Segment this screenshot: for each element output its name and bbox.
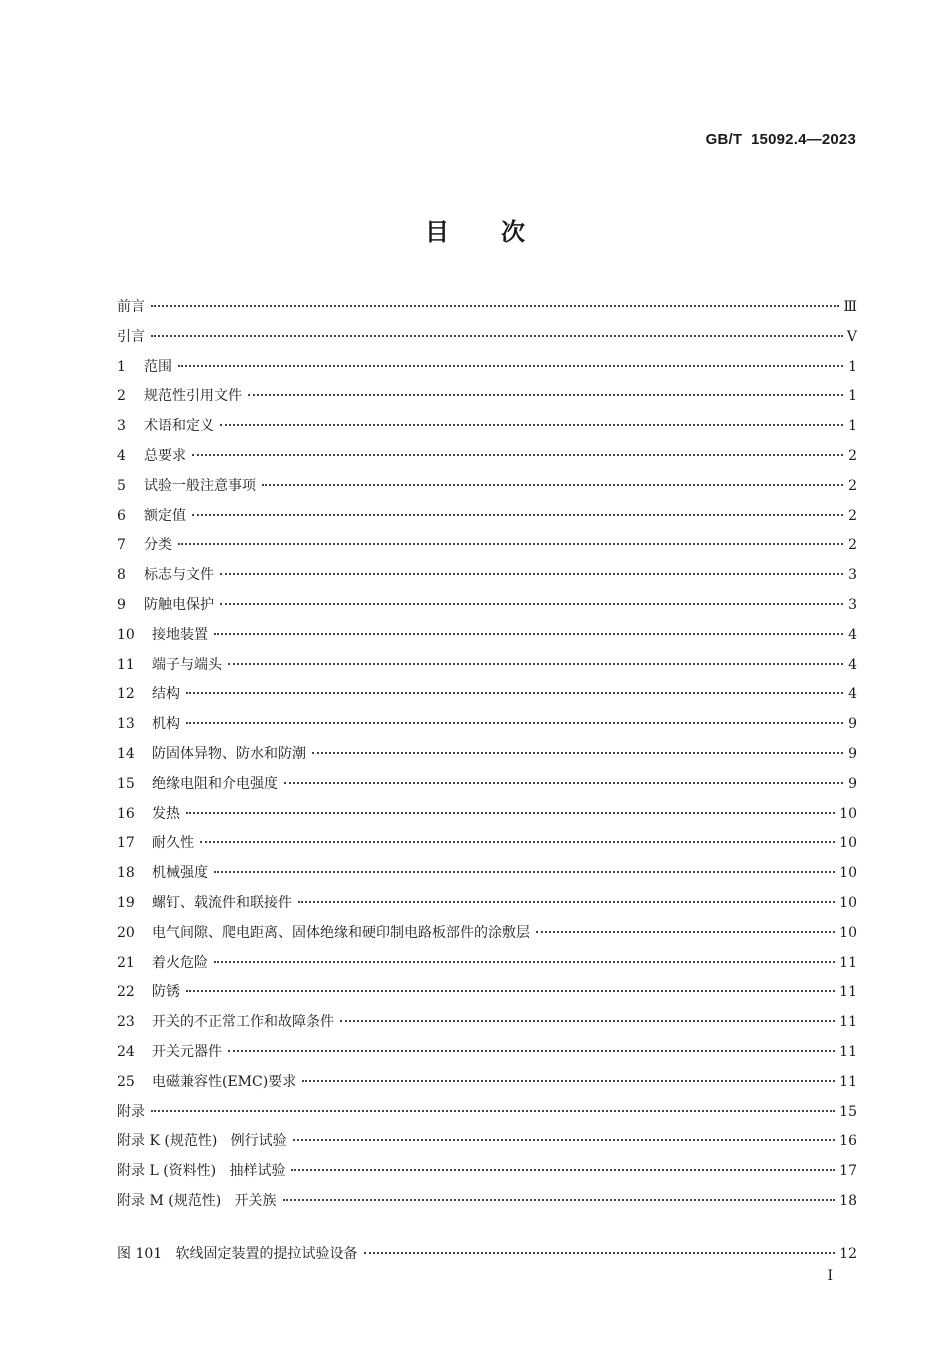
toc-entry[interactable] [117, 561, 857, 591]
toc-entry-page: 2 [848, 537, 857, 554]
toc-entry[interactable] [117, 1187, 857, 1217]
toc-entry-page: 3 [848, 596, 857, 613]
toc-entry-number: 12 [117, 686, 135, 703]
toc-entry-number: 15 [117, 775, 135, 792]
toc-entry[interactable] [117, 1157, 857, 1187]
toc-entry-page: 15 [839, 1103, 857, 1120]
toc-entry-number: 9 [117, 596, 126, 613]
toc-entry-label: 端子与端头 [152, 656, 222, 673]
toc-entry-number: 18 [117, 865, 135, 882]
toc-entry-page: 10 [839, 805, 857, 822]
toc-entry-label: 前言 [117, 299, 145, 315]
figure-list-item[interactable] [117, 1240, 857, 1269]
toc-entry-label: 结构 [152, 686, 180, 703]
toc-entry-number: 20 [117, 924, 135, 941]
toc-entry-number: 24 [117, 1043, 135, 1060]
toc-entry-label: 范围 [144, 358, 172, 375]
toc-entry-label: 附录 L (资料性) 抽样试验 [117, 1163, 286, 1180]
leader-dots [298, 900, 835, 903]
leader-dots [340, 1019, 835, 1022]
toc-entry-label: 开关元器件 [152, 1043, 222, 1060]
toc-entry[interactable] [117, 978, 857, 1008]
leader-dots [248, 393, 843, 396]
toc-entry[interactable] [117, 412, 857, 442]
toc-entry-label: 绝缘电阻和介电强度 [152, 775, 278, 792]
toc-entry-label: 附录 K (规范性) 例行试验 [117, 1133, 287, 1150]
toc-entry-label: 机构 [152, 716, 180, 733]
toc-entry-number: 13 [117, 716, 135, 733]
leader-dots [293, 1138, 836, 1141]
toc-entry-label: 防触电保护 [144, 596, 214, 613]
toc-entry-number: 4 [117, 447, 126, 464]
toc-entry-page: 1 [848, 388, 857, 405]
toc-entry-page: 4 [848, 686, 857, 703]
toc-entry-label: 螺钉、载流件和联接件 [152, 894, 292, 911]
toc-entry[interactable] [117, 1068, 857, 1098]
leader-dots [186, 721, 843, 724]
leader-dots [302, 1079, 835, 1082]
toc-entry[interactable] [117, 651, 857, 681]
toc-entry[interactable] [117, 710, 857, 740]
page-title: 目次 [425, 218, 577, 246]
toc-entry-label: 防固体异物、防水和防潮 [152, 745, 306, 762]
leader-dots [151, 1109, 835, 1112]
toc-entry-page: 11 [839, 954, 857, 971]
toc-entry-page: 17 [839, 1163, 857, 1180]
toc-entry-page: 9 [848, 716, 857, 733]
toc-entry-label: 附录 [117, 1103, 145, 1120]
toc-entry[interactable] [117, 919, 857, 949]
leader-dots [178, 364, 843, 367]
leader-dots [214, 870, 835, 873]
leader-dots [220, 423, 843, 426]
toc-entry-page: 3 [848, 567, 857, 584]
toc-entry[interactable] [117, 621, 857, 651]
toc-entry-page: 1 [848, 358, 857, 375]
table-of-contents [117, 293, 857, 1217]
leader-dots [186, 811, 835, 814]
toc-entry-label: 标志与文件 [144, 567, 214, 584]
toc-entry-label: 电气间隙、爬电距离、固体绝缘和硬印制电路板部件的涂敷层 [152, 924, 530, 941]
toc-entry[interactable] [117, 680, 857, 710]
toc-entry-label: 接地装置 [152, 626, 208, 643]
leader-dots [192, 453, 843, 456]
toc-entry-page: 10 [839, 894, 857, 911]
leader-dots [151, 304, 839, 307]
toc-entry-page: 4 [848, 656, 857, 673]
leader-dots [186, 691, 843, 694]
toc-entry-number: 11 [117, 656, 135, 673]
leader-dots [186, 989, 835, 992]
toc-entry-number: 3 [117, 418, 126, 435]
toc-entry-number: 17 [117, 835, 135, 852]
toc-entry-label: 耐久性 [152, 835, 194, 852]
toc-entry-page: 1 [848, 418, 857, 435]
toc-entry-page: 11 [839, 1014, 857, 1031]
toc-entry[interactable] [117, 949, 857, 979]
toc-entry[interactable] [117, 1127, 857, 1157]
toc-entry[interactable] [117, 800, 857, 830]
toc-entry-number: 22 [117, 984, 135, 1001]
toc-entry-number: 16 [117, 805, 135, 822]
leader-dots [262, 483, 843, 486]
toc-entry-page: 4 [848, 626, 857, 643]
leader-dots [214, 960, 835, 963]
leader-dots [283, 1198, 836, 1201]
toc-entry-page: 9 [848, 745, 857, 762]
leader-dots [364, 1251, 836, 1254]
toc-entry-page: Ⅴ [846, 328, 857, 345]
toc-entry-page: 16 [839, 1133, 857, 1150]
toc-entry-number: 5 [117, 477, 126, 494]
toc-entry[interactable] [117, 353, 857, 383]
toc-entry-page: 10 [839, 835, 857, 852]
leader-dots [214, 632, 843, 635]
toc-entry-label: 防锈 [152, 984, 180, 1001]
toc-entry[interactable] [117, 740, 857, 770]
toc-entry-label: 机械强度 [152, 865, 208, 882]
toc-entry-label: 着火危险 [152, 954, 208, 971]
toc-entry[interactable] [117, 442, 857, 472]
toc-entry-number: 25 [117, 1073, 135, 1090]
toc-entry[interactable] [117, 502, 857, 532]
toc-entry-page: 10 [839, 865, 857, 882]
toc-entry[interactable] [117, 859, 857, 889]
toc-entry[interactable] [117, 829, 857, 859]
leader-dots [536, 930, 835, 933]
leader-dots [200, 840, 835, 843]
toc-entry-label: 额定值 [144, 507, 186, 524]
toc-entry-label: 电磁兼容性(EMC)要求 [152, 1073, 297, 1090]
toc-entry-label: 总要求 [144, 447, 186, 464]
leader-dots [228, 662, 843, 665]
toc-entry-label: 引言 [117, 328, 145, 345]
toc-entry[interactable] [117, 1038, 857, 1068]
leader-dots [192, 513, 843, 516]
toc-entry[interactable] [117, 293, 857, 323]
leader-dots [220, 602, 843, 605]
leader-dots [284, 781, 843, 784]
toc-entry-page: 10 [839, 924, 857, 941]
toc-entry-number: 19 [117, 894, 135, 911]
toc-entry-page: 2 [848, 507, 857, 524]
toc-entry-page: Ⅲ [843, 299, 857, 315]
toc-entry-number: 14 [117, 745, 135, 762]
toc-entry-label: 试验一般注意事项 [144, 477, 256, 494]
toc-entry[interactable] [117, 382, 857, 412]
toc-entry-page: 2 [848, 477, 857, 494]
figure-label: 图 101 软线固定装置的提拉试验设备 [117, 1246, 358, 1262]
toc-entry-number: 2 [117, 388, 126, 405]
toc-entry-page: 9 [848, 775, 857, 792]
toc-entry-number: 23 [117, 1014, 135, 1031]
leader-dots [220, 572, 843, 575]
toc-entry-page: 11 [839, 1073, 857, 1090]
leader-dots [312, 751, 843, 754]
toc-entry-number: 10 [117, 626, 135, 643]
standard-number: GB/T 15092.4—2023 [705, 131, 856, 148]
toc-entry-page: 18 [839, 1192, 857, 1209]
toc-entry-label: 术语和定义 [144, 418, 214, 435]
leader-dots [178, 542, 843, 545]
toc-entry[interactable] [117, 1008, 857, 1038]
toc-entry-number: 21 [117, 954, 135, 971]
toc-entry-page: 11 [839, 1043, 857, 1060]
toc-entry-number: 8 [117, 567, 126, 584]
toc-entry-number: 7 [117, 537, 126, 554]
toc-entry-label: 开关的不正常工作和故障条件 [152, 1014, 334, 1031]
toc-entry[interactable] [117, 531, 857, 561]
toc-entry-label: 规范性引用文件 [144, 388, 242, 405]
toc-entry-label: 分类 [144, 537, 172, 554]
figure-page: 12 [839, 1246, 857, 1262]
toc-entry-number: 6 [117, 507, 126, 524]
toc-entry[interactable] [117, 770, 857, 800]
leader-dots [291, 1168, 835, 1171]
toc-entry-page: 11 [839, 984, 857, 1001]
leader-dots [228, 1049, 835, 1052]
toc-entry[interactable] [117, 889, 857, 919]
toc-entry-number: 1 [117, 358, 126, 375]
toc-entry[interactable] [117, 472, 857, 502]
toc-entry[interactable] [117, 591, 857, 621]
toc-entry-page: 2 [848, 447, 857, 464]
toc-entry-label: 附录 M (规范性) 开关族 [117, 1192, 277, 1209]
leader-dots [151, 334, 843, 337]
toc-entry[interactable] [117, 1098, 857, 1128]
toc-entry[interactable] [117, 323, 857, 353]
toc-entry-label: 发热 [152, 805, 180, 822]
page-number: I [827, 1268, 833, 1284]
